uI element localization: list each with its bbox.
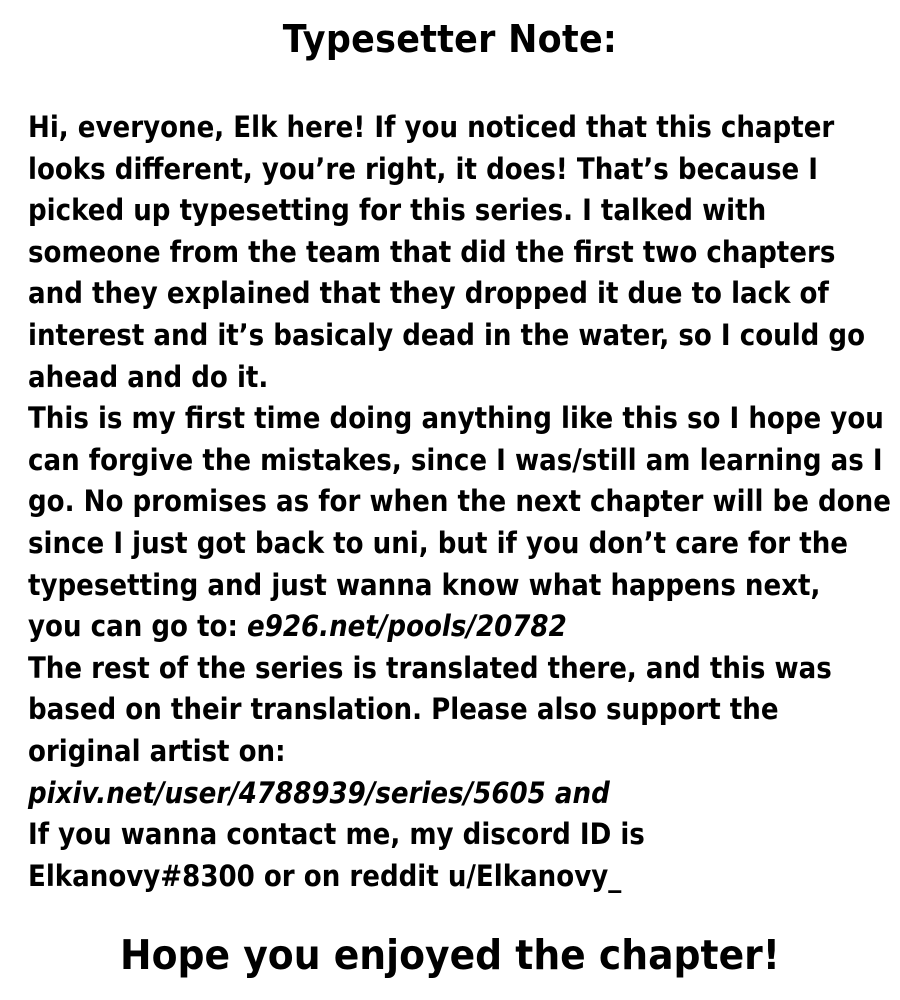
- note-line: go. No promises as for when the next chapter will be done: [28, 484, 891, 519]
- note-line: picked up typesetting for this series. I talked with: [28, 193, 767, 228]
- note-line: original artist on:: [28, 733, 286, 768]
- note-line: Hi, everyone, Elk here! If you noticed that this chapter: [28, 110, 835, 144]
- note-line: looks different, you’re right, it does! That’s because I: [28, 151, 819, 186]
- closing-message: Hope you enjoyed the chapter!: [120, 931, 780, 979]
- note-line: ahead and do it.: [28, 359, 269, 394]
- note-line: This is my first time doing anything like this so I hope you: [28, 401, 884, 436]
- note-line: The rest of the series is translated there, and this was: [28, 650, 832, 685]
- note-line: can forgive the mistakes, since I was/still am learning as I: [28, 442, 883, 477]
- note-line: based on their translation. Please also support the: [28, 692, 779, 727]
- e926-pool-link[interactable]: e926.net/pools/20782: [246, 609, 567, 644]
- pixiv-artist-link[interactable]: pixiv.net/user/4788939/series/5605 and: [28, 775, 610, 810]
- note-line: If you wanna contact me, my discord ID is: [28, 817, 645, 852]
- note-body: [28, 107, 891, 897]
- note-line: typesetting and just wanna know what happens next,: [28, 567, 821, 602]
- note-line: someone from the team that did the first two chapters: [28, 234, 836, 269]
- link-intro-text: you can go to:: [28, 609, 247, 644]
- note-line: and they explained that they dropped it due to lack of: [28, 276, 829, 311]
- note-line: Elkanovy#8300 or on reddit u/Elkanovy_: [28, 858, 622, 893]
- page-title: Typesetter Note:: [282, 17, 618, 61]
- note-line-with-link: [28, 606, 802, 648]
- note-line: interest and it’s basicaly dead in the water, so I could go: [28, 317, 866, 352]
- note-line: since I just got back to uni, but if you don’t care for the: [28, 525, 848, 560]
